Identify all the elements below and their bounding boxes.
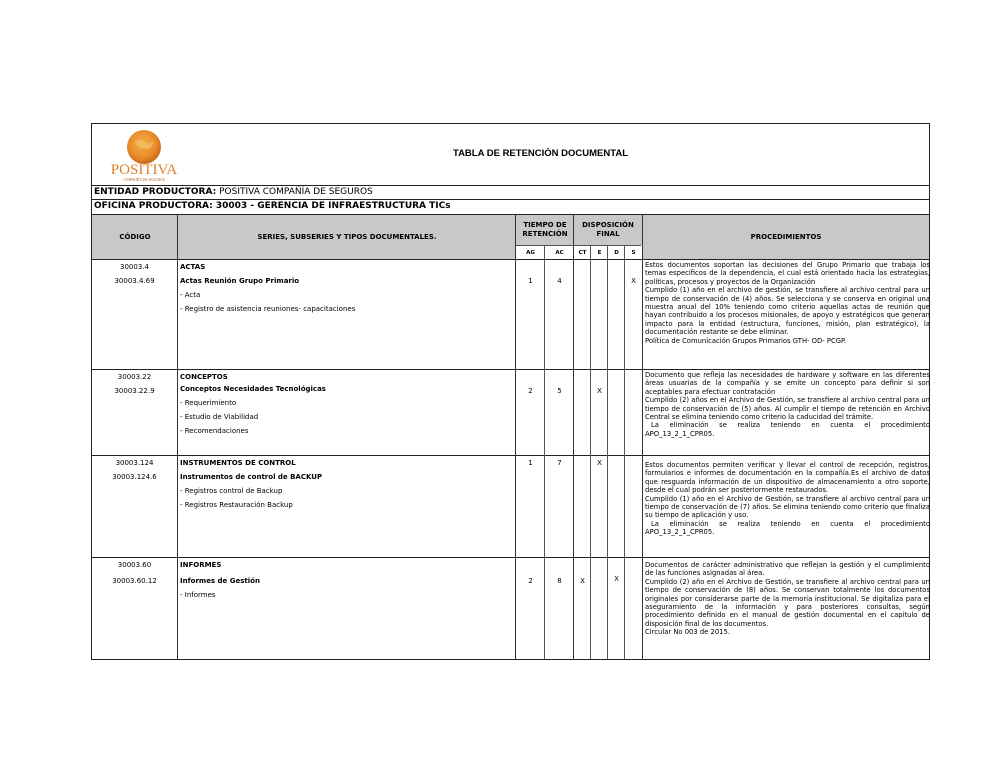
subseries-name: Informes de Gestión xyxy=(180,577,260,585)
ac-value: 8 xyxy=(557,577,562,585)
document-type: - Estudio de Viabilidad xyxy=(180,413,259,421)
procedure-paragraph: Cumplido (2) años en el Archivo de Gestión, se transfiere al archivo central para un tiempo de conservación de (5) años. Al cumplir el tiempo de retención en Archivo Central se elimina teniendo como criterio la caducidad del trámite. xyxy=(645,396,930,422)
e-mark: X xyxy=(597,459,602,467)
code-subseries: 30003.124.6 xyxy=(112,473,157,481)
header-e: E xyxy=(597,249,602,256)
procedures-text xyxy=(645,371,930,438)
document-type: - Recomendaciones xyxy=(180,427,249,435)
d-mark: X xyxy=(614,575,619,583)
procedure-paragraph: Estos documentos permiten verificar y llevar el control de recepción, registros, formularios e informes de documentación en la compañía.Es el archivo de datos que resguarda información de un dispositivo de almacenamiento a otro soporte, desde el cual podrán ser posteriormente restaurados. xyxy=(645,461,930,495)
procedure-paragraph: Documentos de carácter administrativo que reflejan la gestión y el cumplimiento de las funciones asignadas al área. xyxy=(645,561,930,578)
subseries-name: Instrumentos de control de BACKUP xyxy=(180,473,323,481)
header-disposicion: DISPOSICIÓN FINAL xyxy=(582,221,634,238)
procedures-text xyxy=(645,261,930,345)
procedure-paragraph: Estos documentos soportan las decisiones del Grupo Primario que trabaja los temas específicos de la dependencia, el cual está orientado hacia las estrategias, políticas, procesos y proyectos de la Organización xyxy=(645,261,930,286)
header-tiempo: TIEMPO DE RETENCIÓN xyxy=(522,221,568,238)
code-series: 30003.22 xyxy=(117,373,152,381)
code-series: 30003.124 xyxy=(115,459,154,467)
retention-table xyxy=(91,123,930,660)
procedure-paragraph: La eliminación se realiza teniendo en cuenta el procedimiento APO_13_2_1_CPR05. xyxy=(645,519,930,537)
logo-subtext: COMPAÑÍA DE SEGUROS xyxy=(123,178,165,182)
ag-value: 1 xyxy=(528,277,533,285)
ac-value: 7 xyxy=(557,459,562,467)
header-codigo: CÓDIGO xyxy=(119,232,151,241)
procedure-paragraph: Circular No 003 de 2015. xyxy=(645,628,730,637)
procedure-paragraph: Cumplido (2) año en el Archivo de Gestión, se transfiere al archivo central para un tiempo de conservación de (8) años. Se conservan totalmente los documentos originales por considerarse parte de la memoria institucional. Se digitaliza para el aseguramiento de la información y para posteriores consultas, según procedimiento definido en el manual de gestión documental en el capítulo de disposición final de los documentos. xyxy=(645,577,930,628)
code-subseries: 30003.60.12 xyxy=(112,577,157,585)
code-series: 30003.4 xyxy=(120,263,149,271)
subseries-name: Actas Reunión Grupo Primario xyxy=(180,277,300,285)
header-procedimientos: PROCEDIMIENTOS xyxy=(750,232,822,241)
procedure-paragraph: Cumplido (1) año en el archivo de gestión, se transfiere al archivo central para un tiempo de conservación de (4) años. Se selecciona y se conserva en original una muestra anual del 10% teniendo como criterio aquellas actas de reunión que hayan contribuido a los procesos misionales, de apoyo y estratégicos que generan impacto para la entidad (estructura, funciones, misión, plan estratégico), la documentación restante se debe eliminar. xyxy=(645,286,930,337)
entidad-value: POSITIVA COMPAÑÍA DE SEGUROS xyxy=(219,187,373,197)
e-mark: X xyxy=(597,387,602,395)
header-ag: AG xyxy=(526,249,535,256)
header-s: S xyxy=(631,249,636,256)
ac-value: 5 xyxy=(557,387,562,395)
document-type: - Registros Restauración Backup xyxy=(180,501,293,509)
procedure-paragraph: La eliminación se realiza teniendo en cuenta el procedimiento APO_13_2_1_CPR05. xyxy=(645,421,930,438)
oficina-productora: OFICINA PRODUCTORA: 30003 - GERENCIA DE INFRAESTRUCTURA TICs xyxy=(94,201,451,211)
document-title: TABLA DE RETENCIÓN DOCUMENTAL xyxy=(452,148,629,159)
procedure-paragraph: Política de Comunicación Grupos Primarios GTH- OD- PCGP. xyxy=(645,336,847,345)
procedures-text xyxy=(645,461,930,537)
logo-text: POSITIVA xyxy=(110,162,178,178)
header-ac: AC xyxy=(555,249,564,256)
ag-value: 2 xyxy=(528,577,533,585)
code-subseries: 30003.4.69 xyxy=(114,277,155,285)
header-ct: CT xyxy=(578,249,587,256)
procedure-paragraph: Cumplido (1) año en el Archivo de Gestión, se transfiere al archivo central para un tiempo de conservación de (7) años. Se elimina teniendo como criterio que finaliza su tiempo de aplicación y uso. xyxy=(645,494,930,520)
header-series: SERIES, SUBSERIES Y TIPOS DOCUMENTALES. xyxy=(257,232,437,241)
series-name: INFORMES xyxy=(180,561,222,569)
ag-value: 1 xyxy=(528,459,533,467)
document-type: - Informes xyxy=(180,591,216,599)
series-name: INSTRUMENTOS DE CONTROL xyxy=(180,459,296,467)
procedures-text xyxy=(645,561,930,637)
document-type: - Registro de asistencia reuniones- capacitaciones xyxy=(180,305,356,313)
code-subseries: 30003.22.9 xyxy=(114,387,155,395)
entidad-label: ENTIDAD PRODUCTORA: xyxy=(94,187,217,197)
ac-value: 4 xyxy=(557,277,562,285)
header-d: D xyxy=(614,249,619,256)
s-mark: X xyxy=(631,277,636,285)
document-type: - Requerimiento xyxy=(180,399,237,407)
series-name: ACTAS xyxy=(180,263,206,271)
ct-mark: X xyxy=(580,577,585,585)
series-name: CONCEPTOS xyxy=(180,373,228,381)
code-series: 30003.60 xyxy=(117,561,152,569)
ag-value: 2 xyxy=(528,387,533,395)
procedure-paragraph: Documento que refleja las necesidades de hardware y software en las diferentes áreas usuarias de la compañía y se emite un concepto para definir si son aceptables para efectuar contratación xyxy=(645,371,930,396)
entidad-productora xyxy=(94,187,373,197)
document-type: - Registros control de Backup xyxy=(180,487,283,495)
subseries-name: Conceptos Necesidades Tecnológicas xyxy=(180,385,326,393)
document-type: - Acta xyxy=(180,291,201,299)
